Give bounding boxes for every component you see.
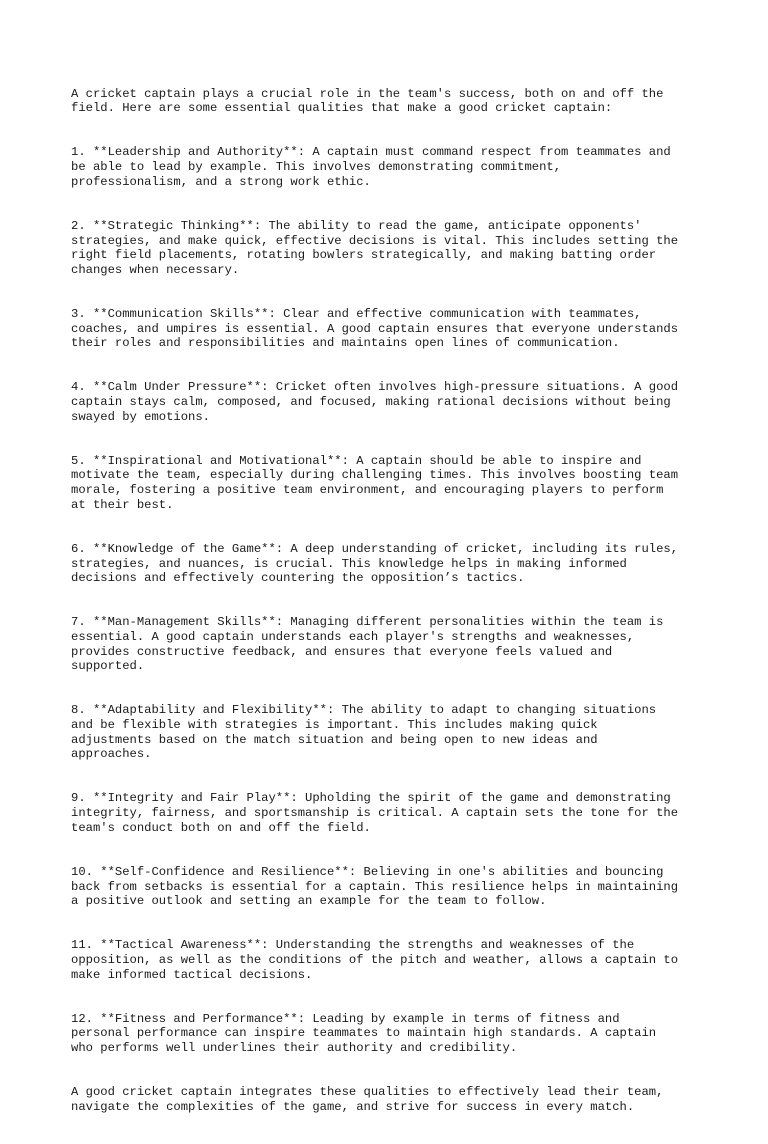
quality-item-10: 10. **Self-Confidence and Resilience**: Believing in one's abilities and bouncing back from setbacks is essential for a captain. This resilience helps in maintaining a positive outlook and setting an example for the team to follow. (71, 864, 679, 909)
quality-item-12: 12. **Fitness and Performance**: Leading by example in terms of fitness and personal performance can inspire teammates to maintain high standards. A captain who performs well underlines their authority and credibility. (71, 1011, 657, 1056)
conclusion-paragraph: A good cricket captain integrates these qualities to effectively lead their team, navigate the complexities of the game, and strive for success in every match. (71, 1085, 664, 1114)
quality-item-7: 7. **Man-Management Skills**: Managing different personalities within the team is essential. A good captain understands each player's strengths and weaknesses, provides constructive feedback, and ensures that everyone feels valued and supported. (71, 615, 664, 674)
quality-item-11: 11. **Tactical Awareness**: Understanding the strengths and weaknesses of the opposition, as well as the conditions of the pitch and weather, allows a captain to make informed tactical decisions. (71, 938, 679, 982)
quality-item-9: 9. **Integrity and Fair Play**: Upholding the spirit of the game and demonstrating integrity, fairness, and sportsmanship is critical. A captain sets the tone for the team's conduct both on and off the field. (71, 791, 679, 835)
intro-paragraph: A cricket captain plays a crucial role in the team's success, both on and off the field. Here are some essential qualities that make a good cricket captain: (71, 86, 664, 116)
quality-item-3: 3. **Communication Skills**: Clear and effective communication with teammates, coaches, and umpires is essential. A good captain ensures that everyone understands their roles and responsibilities and maintains open lines of communication. (71, 306, 679, 351)
quality-item-2: 2. **Strategic Thinking**: The ability to read the game, anticipate opponents' strategies, and make quick, effective decisions is vital. This includes setting the right field placements, rotating bowlers strategically, and making batting order changes when necessary. (71, 218, 679, 277)
quality-item-1: 1. **Leadership and Authority**: A captain must command respect from teammates and be able to lead by example. This involves demonstrating commitment, professionalism, and a strong work ethic. (71, 145, 671, 189)
quality-item-4: 4. **Calm Under Pressure**: Cricket often involves high-pressure situations. A good captain stays calm, composed, and focused, making rational decisions without being swayed by emotions. (71, 380, 679, 424)
quality-item-8: 8. **Adaptability and Flexibility**: The ability to adapt to changing situations and be flexible with strategies is important. This includes making quick adjustments based on the match situation and being open to new ideas and approaches. (71, 703, 657, 762)
quality-item-5: 5. **Inspirational and Motivational**: A captain should be able to inspire and motivate the team, especially during challenging times. This involves boosting team morale, fostering a positive team environment, and encouraging players to perform at their best. (71, 453, 679, 512)
document-body (71, 72, 731, 1144)
quality-item-6: 6. **Knowledge of the Game**: A deep understanding of cricket, including its rules, strategies, and nuances, is crucial. This knowledge helps in making informed decisions and effectively countering the opposition’s tactics. (71, 541, 679, 586)
